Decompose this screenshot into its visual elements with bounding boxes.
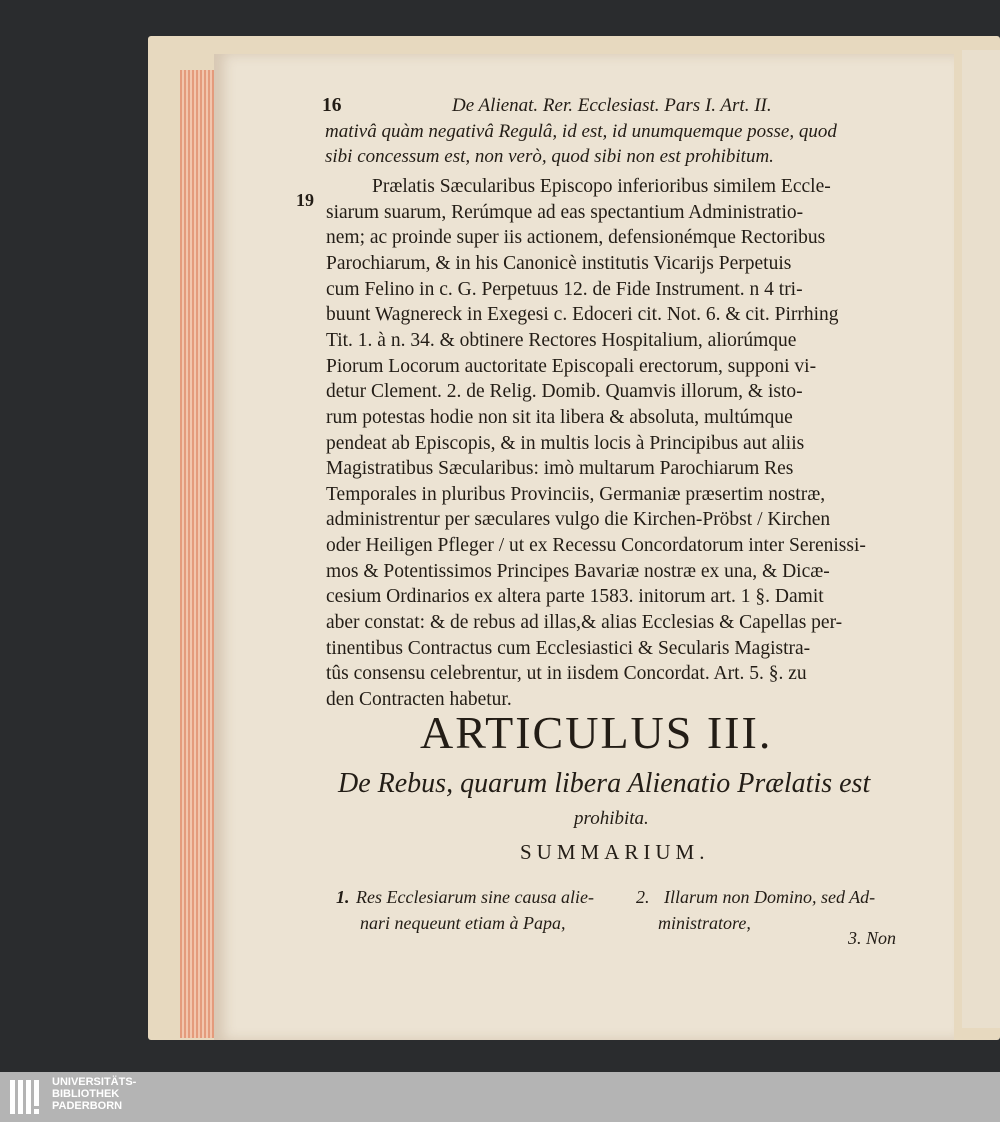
page-number: 16 [322, 95, 342, 116]
body-line: mativâ quàm negativâ Regulâ, id est, id unumquemque posse, quod [325, 121, 837, 142]
library-logo-text [52, 1076, 136, 1112]
footer-bar [0, 1072, 1000, 1122]
article-subtitle: De Rebus, quarum libera Alienatio Prælatis est [338, 768, 871, 799]
body-line: aber constat: & de rebus ad illas,& alias Ecclesias & Capellas per- [326, 612, 843, 633]
body-line: Temporales in pluribus Provinciis, Germaniæ præsertim nostræ, [326, 484, 826, 505]
body-line: nem; ac proinde super iis actionem, defensionémque Rectoribus [326, 227, 826, 248]
library-logo-icon [10, 1078, 44, 1116]
summary-item-number: 1. [336, 887, 350, 907]
logo-line: PADERBORN [52, 1100, 123, 1112]
body-line: tinentibus Contractus cum Ecclesiastici & Secularis Magistra- [326, 638, 811, 659]
logo-line: BIBLIOTHEK [52, 1088, 120, 1100]
body-line: pendeat ab Episcopis, & in multis locis à Principibus aut aliis [326, 433, 805, 454]
summary-item-line: Res Ecclesiarum sine causa alie- [356, 887, 594, 907]
body-line: den Contracten habetur. [326, 689, 512, 710]
body-line: oder Heiligen Pfleger / ut ex Recessu Concordatorum inter Serenissi- [326, 535, 866, 556]
body-line: sibi concessum est, non verò, quod sibi non est prohibitum. [325, 146, 774, 167]
body-line: detur Clement. 2. de Relig. Domib. Quamvis illorum, & isto- [326, 381, 803, 402]
summary-item-line: nari nequeunt etiam à Papa, [360, 913, 566, 933]
body-line: Piorum Locorum auctoritate Episcopali erectorum, supponi vi- [326, 356, 817, 377]
body-line: siarum suarum, Rerúmque ad eas spectantium Administratio- [326, 202, 804, 223]
summary-item-line: Illarum non Domino, sed Ad- [664, 887, 876, 907]
body-line: mos & Potentissimos Principes Bavariæ nostræ ex una, & Dicæ- [326, 561, 830, 582]
article-subtitle-cont: prohibita. [574, 808, 649, 829]
catchword: 3. Non [848, 928, 897, 948]
body-line: Magistratibus Sæcularibus: imò multarum Parochiarum Res [326, 458, 794, 479]
body-line: buunt Wagnereck in Exegesi c. Edoceri cit. Not. 6. & cit. Pirrhing [326, 304, 839, 325]
body-line: cum Felino in c. G. Perpetuus 12. de Fide Instrument. n 4 tri- [326, 279, 803, 300]
margin-number: 19 [296, 190, 314, 210]
article-heading: ARTICULUS III. [420, 707, 773, 758]
body-line: Prælatis Sæcularibus Episcopo inferioribus similem Eccle- [372, 176, 831, 197]
summary-item-number: 2. [636, 887, 650, 907]
summary-heading: SUMMARIUM. [520, 840, 710, 864]
body-line: Tit. 1. à n. 34. & obtinere Rectores Hospitalium, aliorúmque [326, 330, 797, 351]
body-line: cesium Ordinarios ex altera parte 1583. initorum art. 1 §. Damit [326, 586, 824, 607]
body-line: administrentur per sæculares vulgo die Kirchen-Pröbst / Kirchen [326, 509, 831, 530]
running-title: De Alienat. Rer. Ecclesiast. Pars I. Art. II. [452, 95, 772, 116]
body-line: tûs consensu celebrentur, ut in iisdem Concordat. Art. 5. §. zu [326, 663, 807, 684]
logo-line: UNIVERSITÄTS- [52, 1076, 137, 1088]
body-line: Parochiarum, & in his Canonicè institutis Vicarijs Perpetuis [326, 253, 792, 274]
body-line: rum potestas hodie non sit ita libera & absoluta, multúmque [326, 407, 793, 428]
facing-page [962, 50, 1000, 1028]
summary-item-line: ministratore, [658, 913, 751, 933]
